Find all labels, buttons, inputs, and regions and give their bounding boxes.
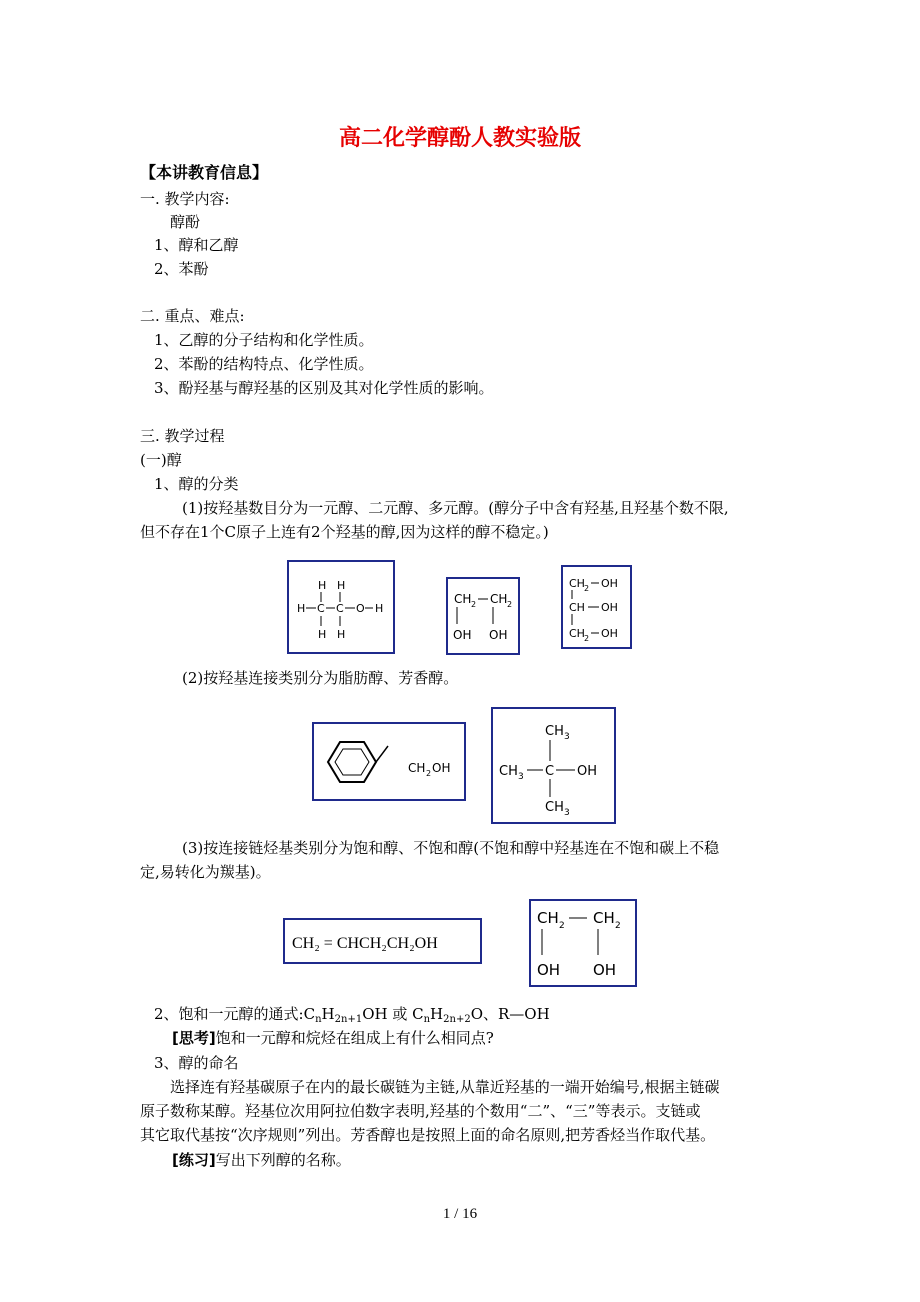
page-title: 高二化学醇酚人教实验版 <box>338 126 581 151</box>
svg-text:CH₂ = CHCH₂CH₂OH: CH₂ = CHCH₂CH₂OH <box>292 935 438 952</box>
naming-line3: 其它取代基按“次序规则”列出。芳香醇也是按照上面的命名原则,把芳香烃当作取代基。 <box>140 1126 716 1144</box>
general-formula: 2、饱和一元醇的通式$:C_nH_{2n+1}OH$ 或 $C_nH_{2n+2}O$、R—OH <box>154 1005 550 1025</box>
glycerol-structure <box>561 565 632 649</box>
ethanol-structure <box>287 560 395 654</box>
glycol-structure-large <box>529 899 637 987</box>
classification-3-line1: (3)按连接链烃基类别分为饱和醇、不饱和醇(不饱和醇中羟基连在不饱和碳上不稳 <box>182 839 720 857</box>
atom-h: H <box>375 602 384 615</box>
svg-text:CH: CH <box>408 761 426 775</box>
atom-c: C <box>336 602 344 615</box>
classification-1-line1: (1)按羟基数目分为一元醇、二元醇、多元醇。(醇分子中含有羟基,且羟基个数不限, <box>182 499 729 517</box>
svg-text:2: 2 <box>584 634 590 643</box>
atom-h: H <box>318 579 327 592</box>
svg-text:2: 2 <box>615 921 621 931</box>
classification-2: (2)按羟基连接类别分为脂肪醇、芳香醇。 <box>182 669 459 687</box>
s2-item-3: 3、酚羟基与醇羟基的区别及其对化学性质的影响。 <box>154 379 494 397</box>
atom-o: O <box>356 602 365 615</box>
svg-text:3: 3 <box>518 772 524 782</box>
s1-heading: 一. 教学内容: <box>140 190 230 208</box>
svg-text:CH: CH <box>537 909 559 927</box>
svg-text:CH: CH <box>569 577 585 590</box>
svg-text:OH: OH <box>453 628 472 642</box>
svg-text:2: 2 <box>507 600 513 609</box>
atom-c: C <box>317 602 325 615</box>
s1-item-1: 1、醇和乙醇 <box>154 236 239 254</box>
svg-text:CH: CH <box>545 724 564 739</box>
svg-text:C: C <box>545 764 555 779</box>
glycol-structure-small <box>446 577 520 655</box>
svg-text:3: 3 <box>564 732 570 742</box>
svg-text:2: 2 <box>471 600 477 609</box>
naming-line1: 选择连有羟基碳原子在内的最长碳链为主链,从靠近羟基的一端开始编号,根据主链碳 <box>170 1078 720 1096</box>
svg-text:CH: CH <box>499 764 518 779</box>
svg-text:2: 2 <box>559 921 565 931</box>
s3-item1: 1、醇的分类 <box>154 475 239 493</box>
svg-text:OH: OH <box>432 761 451 775</box>
svg-text:OH: OH <box>601 627 618 640</box>
svg-text:CH: CH <box>593 909 615 927</box>
s2-item-1: 1、乙醇的分子结构和化学性质。 <box>154 331 374 349</box>
svg-text:3: 3 <box>564 808 570 818</box>
s3-heading: 三. 教学过程 <box>140 427 225 445</box>
svg-text:2: 2 <box>584 584 590 593</box>
think-question: [思考]饱和一元醇和烷烃在组成上有什么相同点? <box>172 1029 494 1047</box>
s1-topic: 醇酚 <box>170 213 201 231</box>
unsaturated-alcohol-structure <box>283 918 482 964</box>
svg-text:OH: OH <box>593 961 617 979</box>
benzyl-alcohol-structure <box>312 722 466 801</box>
s2-item-2: 2、苯酚的结构特点、化学性质。 <box>154 355 374 373</box>
svg-text:OH: OH <box>489 628 508 642</box>
svg-text:2: 2 <box>426 769 432 778</box>
atom-h: H <box>318 628 327 641</box>
classification-3-line2: 定,易转化为羰基)。 <box>140 863 271 881</box>
atom-h: H <box>297 602 306 615</box>
s1-item-2: 2、苯酚 <box>154 260 209 278</box>
tert-butanol-structure <box>491 707 616 824</box>
section-header: 【本讲教育信息】 <box>140 163 269 182</box>
svg-text:OH: OH <box>601 577 618 590</box>
s3-part1: (一)醇 <box>140 451 182 469</box>
atom-h: H <box>337 579 346 592</box>
svg-text:OH: OH <box>601 601 618 614</box>
classification-1-line2: 但不存在1个C原子上连有2个羟基的醇,因为这样的醇不稳定。) <box>140 523 549 541</box>
svg-text:CH: CH <box>490 592 508 606</box>
s3-item3: 3、醇的命名 <box>154 1054 239 1072</box>
svg-text:OH: OH <box>537 961 561 979</box>
practice-line: [练习]写出下列醇的名称。 <box>172 1151 351 1169</box>
svg-text:CH: CH <box>545 800 564 815</box>
atom-h: H <box>337 628 346 641</box>
s2-heading: 二. 重点、难点: <box>140 307 245 325</box>
page-number: 1 / 16 <box>442 1206 478 1222</box>
svg-text:CH: CH <box>569 601 585 614</box>
naming-line2: 原子数称某醇。羟基位次用阿拉伯数字表明,羟基的个数用“二”、“三”等表示。支链或 <box>140 1102 701 1120</box>
svg-text:CH: CH <box>454 592 472 606</box>
svg-text:OH: OH <box>577 764 598 779</box>
svg-text:CH: CH <box>569 627 585 640</box>
